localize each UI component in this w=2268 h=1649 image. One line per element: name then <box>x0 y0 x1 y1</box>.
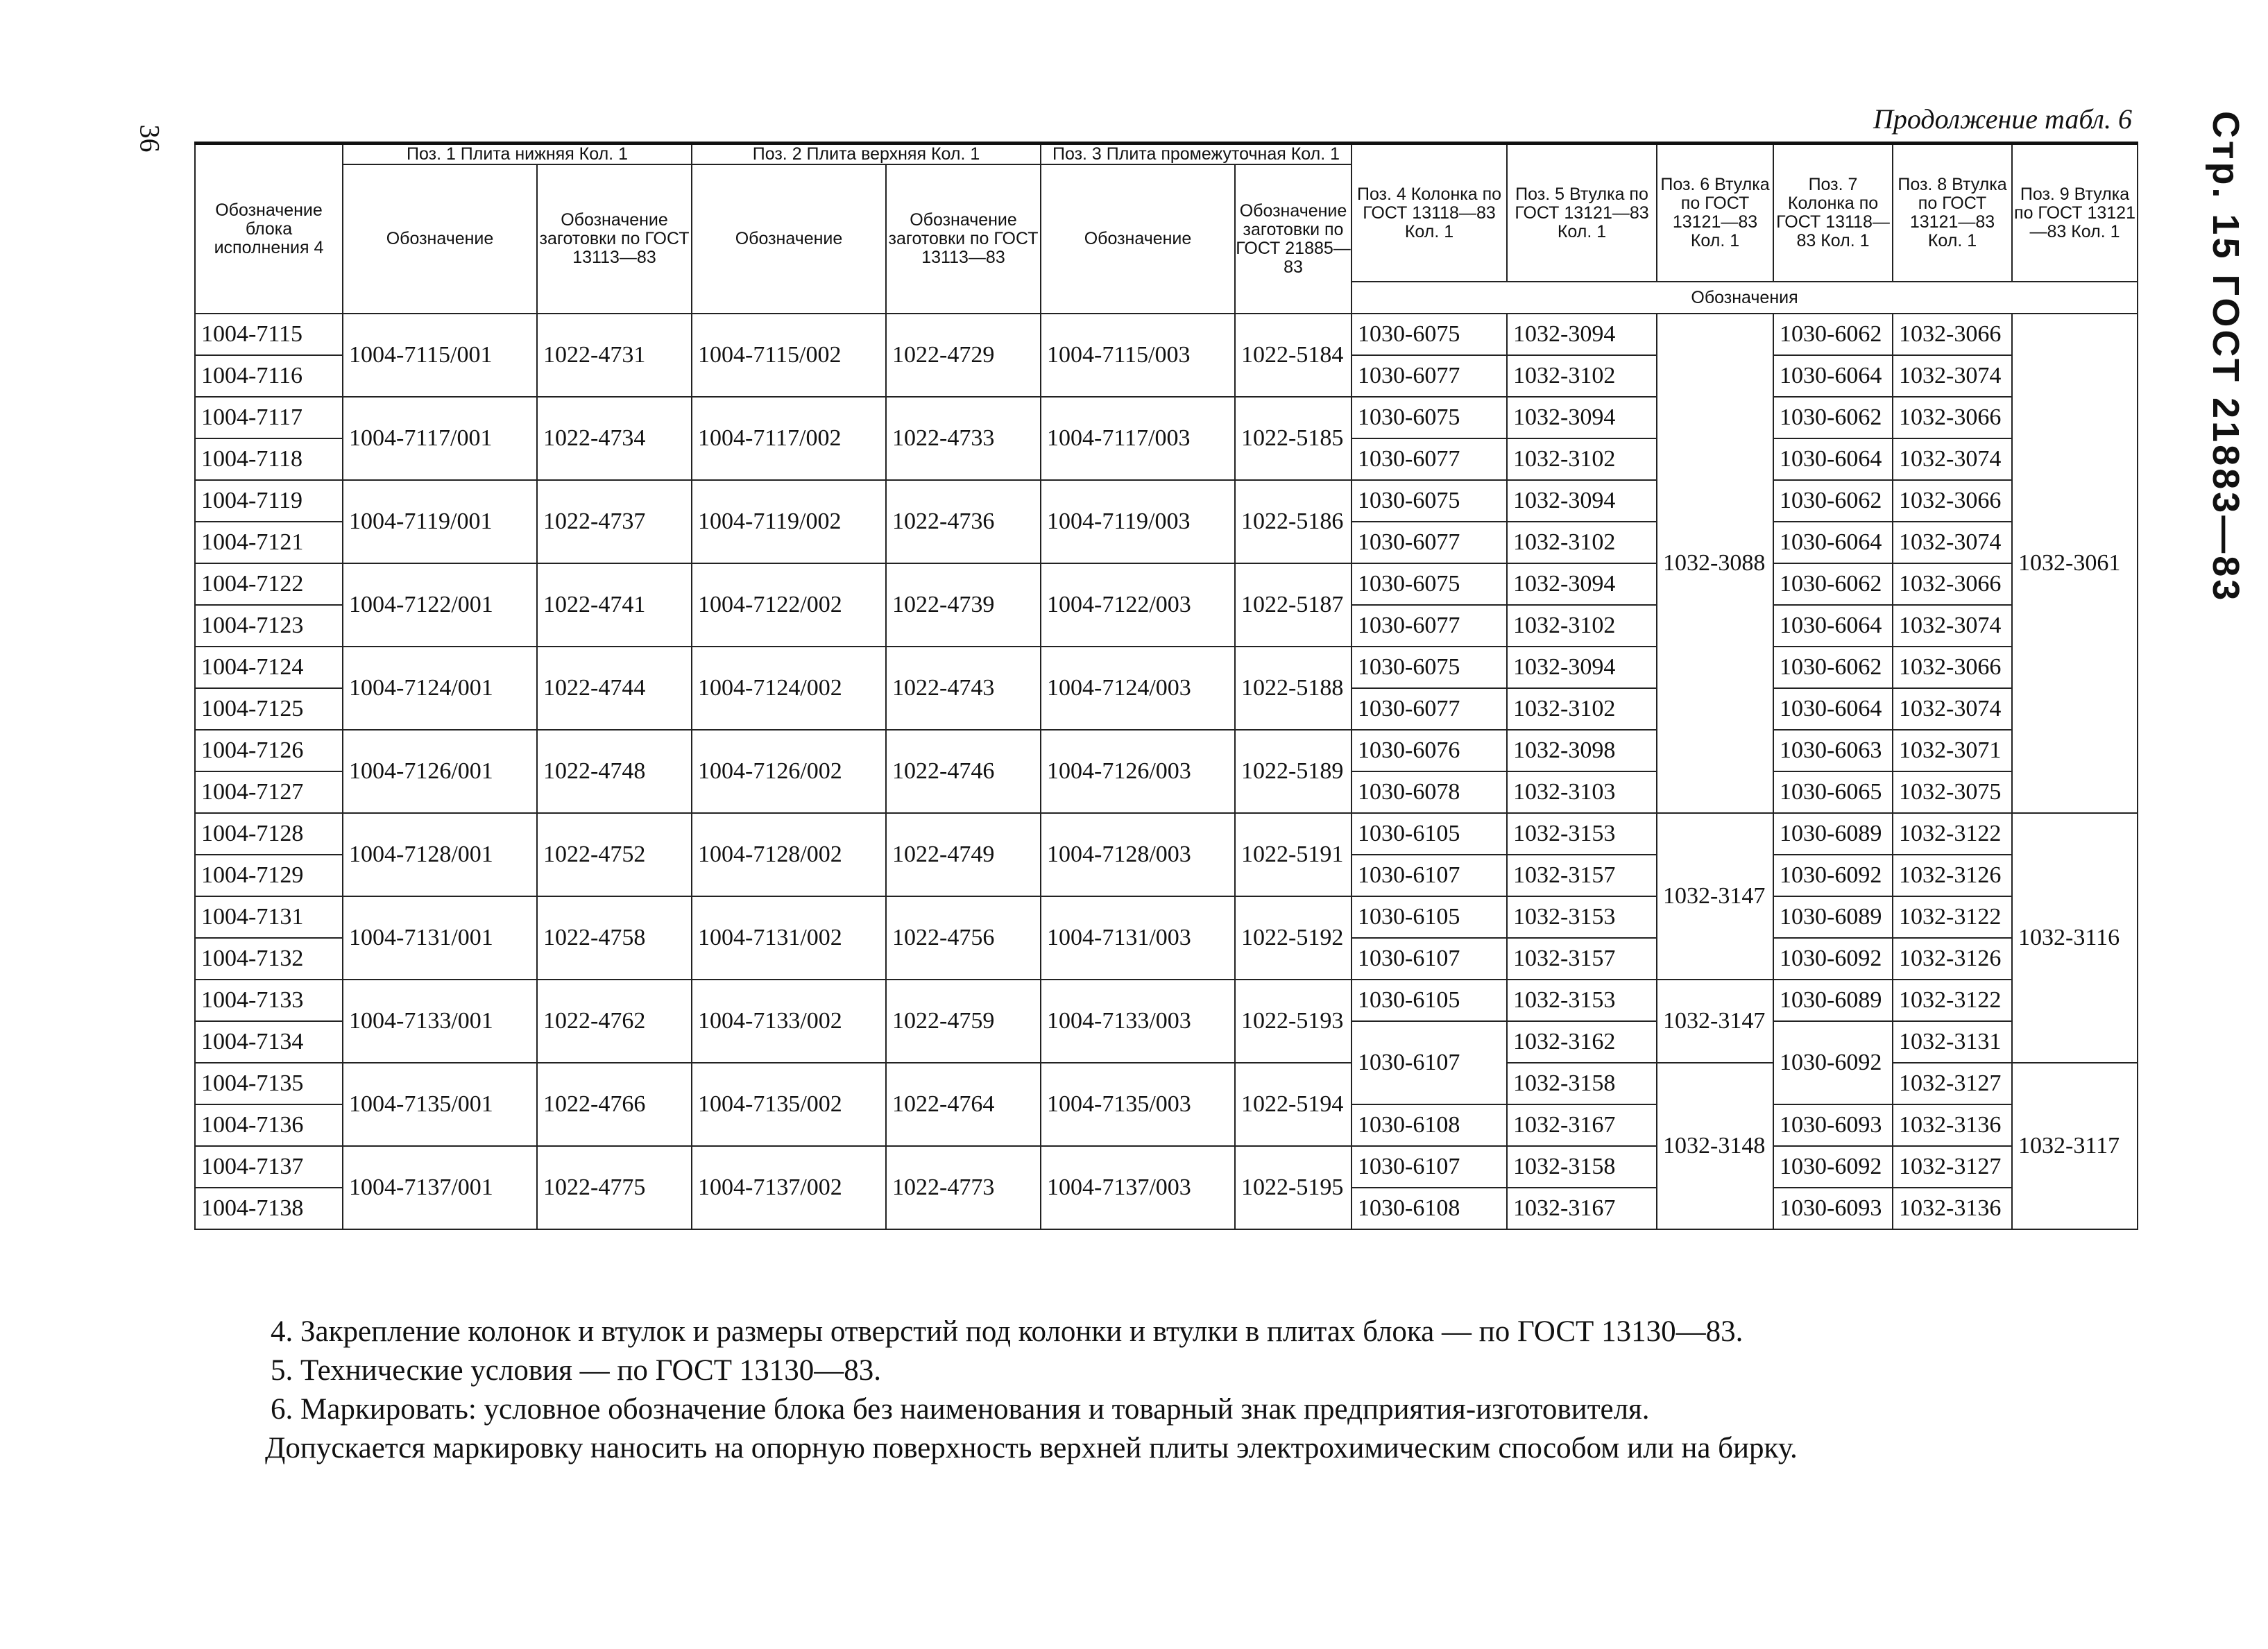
pos8-cell: 1032-3075 <box>1893 771 2012 813</box>
pos1-cell: 1004-7126/001 <box>343 730 537 813</box>
pos3-blank-cell: 1022-5195 <box>1235 1146 1352 1229</box>
pos2-cell: 1004-7119/002 <box>692 480 886 563</box>
pos4-cell: 1030-6077 <box>1352 688 1507 730</box>
pos1-cell: 1004-7137/001 <box>343 1146 537 1229</box>
block-cell: 1004-7128 <box>195 813 343 855</box>
pos4-cell: 1030-6105 <box>1352 813 1507 855</box>
pos1-cell: 1004-7135/001 <box>343 1063 537 1146</box>
note-5: 5. Технические условия — по ГОСТ 13130—83. <box>271 1354 881 1387</box>
table-row <box>195 563 2138 605</box>
block-cell: 1004-7123 <box>195 605 343 647</box>
pos2-cell: 1004-7122/002 <box>692 563 886 647</box>
pos1-cell: 1004-7122/001 <box>343 563 537 647</box>
pos7-cell: 1030-6064 <box>1773 522 1893 563</box>
page-number: 36 <box>134 124 166 153</box>
pos3-blank-cell: 1022-5191 <box>1235 813 1352 896</box>
pos1-cell: 1004-7117/001 <box>343 397 537 480</box>
block-cell: 1004-7136 <box>195 1104 343 1146</box>
pos7-cell: 1030-6064 <box>1773 438 1893 480</box>
pos4-cell: 1030-6108 <box>1352 1188 1507 1229</box>
block-cell: 1004-7116 <box>195 355 343 397</box>
block-cell: 1004-7115 <box>195 314 343 355</box>
pos6-cell: 1032-3147 <box>1657 813 1773 980</box>
pos4-cell: 1030-6077 <box>1352 522 1507 563</box>
pos3-cell: 1004-7137/003 <box>1041 1146 1235 1229</box>
pos3-cell: 1004-7119/003 <box>1041 480 1235 563</box>
pos4-cell: 1030-6078 <box>1352 771 1507 813</box>
pos4-cell: 1030-6107 <box>1352 855 1507 896</box>
pos5-cell: 1032-3103 <box>1507 771 1657 813</box>
pos4-cell: 1030-6105 <box>1352 980 1507 1021</box>
block-cell: 1004-7132 <box>195 938 343 980</box>
pos2-cell: 1004-7135/002 <box>692 1063 886 1146</box>
pos3-cell: 1004-7133/003 <box>1041 980 1235 1063</box>
header-pos3-blank: Обозначение заготовки по ГОСТ 21885—83 <box>1235 164 1352 314</box>
pos4-cell: 1030-6108 <box>1352 1104 1507 1146</box>
pos3-blank-cell: 1022-5188 <box>1235 647 1352 730</box>
pos2-blank-cell: 1022-4733 <box>886 397 1041 480</box>
pos5-cell: 1032-3098 <box>1507 730 1657 771</box>
block-cell: 1004-7129 <box>195 855 343 896</box>
pos7-cell: 1030-6092 <box>1773 855 1893 896</box>
pos8-cell: 1032-3122 <box>1893 980 2012 1021</box>
pos5-cell: 1032-3102 <box>1507 688 1657 730</box>
table-row <box>195 647 2138 688</box>
pos1-blank-cell: 1022-4758 <box>537 896 692 980</box>
pos1-blank-cell: 1022-4752 <box>537 813 692 896</box>
pos5-cell: 1032-3153 <box>1507 980 1657 1021</box>
pos8-cell: 1032-3122 <box>1893 813 2012 855</box>
block-cell: 1004-7135 <box>195 1063 343 1104</box>
note-4: 4. Закрепление колонок и втулок и размеры отверстий под колонки и втулки в плитах блока — по ГОСТ 13130—83. <box>271 1315 1743 1348</box>
pos5-cell: 1032-3094 <box>1507 314 1657 355</box>
pos7-cell: 1030-6089 <box>1773 896 1893 938</box>
pos3-blank-cell: 1022-5189 <box>1235 730 1352 813</box>
header-pos7: Поз. 7 Колонка по ГОСТ 13118—83 Кол. 1 <box>1773 144 1893 282</box>
pos3-cell: 1004-7135/003 <box>1041 1063 1235 1146</box>
pos2-cell: 1004-7137/002 <box>692 1146 886 1229</box>
pos5-cell: 1032-3167 <box>1507 1188 1657 1229</box>
pos7-cell: 1030-6064 <box>1773 688 1893 730</box>
pos7-cell: 1030-6062 <box>1773 397 1893 438</box>
note-marking: Допускается маркировку наносить на опорную поверхность верхней плиты электрохимическим способом или на бирку. <box>265 1432 1798 1464</box>
pos2-cell: 1004-7133/002 <box>692 980 886 1063</box>
table-row <box>195 480 2138 522</box>
pos9-cell: 1032-3117 <box>2012 1063 2138 1229</box>
pos4-cell: 1030-6107 <box>1352 1146 1507 1188</box>
pos4-cell: 1030-6075 <box>1352 480 1507 522</box>
pos1-blank-cell: 1022-4775 <box>537 1146 692 1229</box>
pos8-cell: 1032-3074 <box>1893 522 2012 563</box>
header-pos8: Поз. 8 Втулка по ГОСТ 13121—83 Кол. 1 <box>1893 144 2012 282</box>
pos1-blank-cell: 1022-4737 <box>537 480 692 563</box>
block-cell: 1004-7138 <box>195 1188 343 1229</box>
pos8-cell: 1032-3074 <box>1893 605 2012 647</box>
standard-side-header: Стр. 15 ГОСТ 21883—83 <box>2205 111 2246 604</box>
pos2-blank-cell: 1022-4746 <box>886 730 1041 813</box>
pos5-cell: 1032-3102 <box>1507 438 1657 480</box>
pos5-cell: 1032-3094 <box>1507 647 1657 688</box>
pos7-cell: 1030-6089 <box>1773 980 1893 1021</box>
pos7-cell: 1030-6092 <box>1773 1146 1893 1188</box>
pos4-cell: 1030-6075 <box>1352 647 1507 688</box>
header-pos4: Поз. 4 Колонка по ГОСТ 13118—83 Кол. 1 <box>1352 144 1507 282</box>
pos8-cell: 1032-3126 <box>1893 938 2012 980</box>
pos5-cell: 1032-3102 <box>1507 605 1657 647</box>
pos1-blank-cell: 1022-4762 <box>537 980 692 1063</box>
notes-section <box>265 1313 2074 1468</box>
pos2-blank-cell: 1022-4756 <box>886 896 1041 980</box>
pos2-blank-cell: 1022-4729 <box>886 314 1041 397</box>
pos5-cell: 1032-3162 <box>1507 1021 1657 1063</box>
pos9-cell: 1032-3061 <box>2012 314 2138 813</box>
header-pos2-blank: Обозначение заготовки по ГОСТ 13113—83 <box>886 164 1041 314</box>
pos8-cell: 1032-3127 <box>1893 1063 2012 1104</box>
pos4-cell: 1030-6077 <box>1352 438 1507 480</box>
table-row <box>195 314 2138 355</box>
pos3-blank-cell: 1022-5184 <box>1235 314 1352 397</box>
pos5-cell: 1032-3157 <box>1507 938 1657 980</box>
table-row <box>195 1146 2138 1188</box>
pos4-cell: 1030-6105 <box>1352 896 1507 938</box>
block-cell: 1004-7119 <box>195 480 343 522</box>
parts-table <box>194 142 2138 1230</box>
pos1-cell: 1004-7119/001 <box>343 480 537 563</box>
pos8-cell: 1032-3127 <box>1893 1146 2012 1188</box>
block-cell: 1004-7124 <box>195 647 343 688</box>
pos8-cell: 1032-3074 <box>1893 355 2012 397</box>
pos5-cell: 1032-3094 <box>1507 397 1657 438</box>
pos1-blank-cell: 1022-4731 <box>537 314 692 397</box>
pos5-cell: 1032-3102 <box>1507 522 1657 563</box>
pos3-blank-cell: 1022-5185 <box>1235 397 1352 480</box>
block-cell: 1004-7121 <box>195 522 343 563</box>
table-row <box>195 397 2138 438</box>
pos4-cell: 1030-6076 <box>1352 730 1507 771</box>
block-cell: 1004-7137 <box>195 1146 343 1188</box>
pos7-cell: 1030-6064 <box>1773 605 1893 647</box>
pos8-cell: 1032-3066 <box>1893 563 2012 605</box>
pos3-cell: 1004-7115/003 <box>1041 314 1235 397</box>
pos2-cell: 1004-7117/002 <box>692 397 886 480</box>
header-pos3-designation: Обозначение <box>1041 164 1235 314</box>
pos2-cell: 1004-7115/002 <box>692 314 886 397</box>
pos3-cell: 1004-7124/003 <box>1041 647 1235 730</box>
pos3-blank-cell: 1022-5192 <box>1235 896 1352 980</box>
pos2-cell: 1004-7131/002 <box>692 896 886 980</box>
pos2-blank-cell: 1022-4739 <box>886 563 1041 647</box>
pos1-cell: 1004-7133/001 <box>343 980 537 1063</box>
pos3-blank-cell: 1022-5194 <box>1235 1063 1352 1146</box>
pos1-cell: 1004-7131/001 <box>343 896 537 980</box>
pos7-cell: 1030-6062 <box>1773 647 1893 688</box>
block-cell: 1004-7131 <box>195 896 343 938</box>
pos4-cell: 1030-6075 <box>1352 397 1507 438</box>
pos8-cell: 1032-3066 <box>1893 397 2012 438</box>
pos3-cell: 1004-7126/003 <box>1041 730 1235 813</box>
block-cell: 1004-7126 <box>195 730 343 771</box>
header-pos1-designation: Обозначение <box>343 164 537 314</box>
pos3-blank-cell: 1022-5186 <box>1235 480 1352 563</box>
pos8-cell: 1032-3066 <box>1893 314 2012 355</box>
pos1-cell: 1004-7128/001 <box>343 813 537 896</box>
pos2-blank-cell: 1022-4743 <box>886 647 1041 730</box>
pos8-cell: 1032-3074 <box>1893 438 2012 480</box>
pos4-cell: 1030-6107 <box>1352 938 1507 980</box>
pos5-cell: 1032-3094 <box>1507 480 1657 522</box>
pos8-cell: 1032-3136 <box>1893 1188 2012 1229</box>
pos2-blank-cell: 1022-4749 <box>886 813 1041 896</box>
pos4-cell: 1030-6075 <box>1352 314 1507 355</box>
pos4-cell: 1030-6107 <box>1352 1021 1507 1104</box>
pos7-cell: 1030-6092 <box>1773 938 1893 980</box>
pos6-cell: 1032-3147 <box>1657 980 1773 1063</box>
header-pos5: Поз. 5 Втулка по ГОСТ 13121—83 Кол. 1 <box>1507 144 1657 282</box>
pos7-cell: 1030-6062 <box>1773 563 1893 605</box>
table-row <box>195 813 2138 855</box>
pos8-cell: 1032-3066 <box>1893 647 2012 688</box>
pos7-cell: 1030-6062 <box>1773 480 1893 522</box>
header-pos9: Поз. 9 Втулка по ГОСТ 13121—83 Кол. 1 <box>2012 144 2138 282</box>
pos2-blank-cell: 1022-4764 <box>886 1063 1041 1146</box>
pos8-cell: 1032-3071 <box>1893 730 2012 771</box>
header-pos2-designation: Обозначение <box>692 164 886 314</box>
pos7-cell: 1030-6092 <box>1773 1021 1893 1104</box>
pos7-cell: 1030-6065 <box>1773 771 1893 813</box>
pos8-cell: 1032-3131 <box>1893 1021 2012 1063</box>
pos2-cell: 1004-7126/002 <box>692 730 886 813</box>
pos6-cell: 1032-3148 <box>1657 1063 1773 1229</box>
pos2-cell: 1004-7124/002 <box>692 647 886 730</box>
header-pos3: Поз. 3 Плита промежуточная Кол. 1 <box>1041 144 1352 165</box>
pos3-cell: 1004-7131/003 <box>1041 896 1235 980</box>
pos1-blank-cell: 1022-4748 <box>537 730 692 813</box>
pos8-cell: 1032-3136 <box>1893 1104 2012 1146</box>
pos5-cell: 1032-3158 <box>1507 1063 1657 1104</box>
pos8-cell: 1032-3126 <box>1893 855 2012 896</box>
block-cell: 1004-7122 <box>195 563 343 605</box>
header-designations: Обозначения <box>1352 282 2138 314</box>
pos1-cell: 1004-7124/001 <box>343 647 537 730</box>
pos4-cell: 1030-6077 <box>1352 355 1507 397</box>
table-row <box>195 730 2138 771</box>
block-cell: 1004-7133 <box>195 980 343 1021</box>
table-row <box>195 980 2138 1021</box>
pos5-cell: 1032-3158 <box>1507 1146 1657 1188</box>
pos4-cell: 1030-6077 <box>1352 605 1507 647</box>
block-cell: 1004-7127 <box>195 771 343 813</box>
pos5-cell: 1032-3102 <box>1507 355 1657 397</box>
header-pos1: Поз. 1 Плита нижняя Кол. 1 <box>343 144 692 165</box>
table-continuation-label: Продолжение табл. 6 <box>1873 103 2132 135</box>
header-block-designation: Обозначение блока исполнения 4 <box>195 144 343 314</box>
pos5-cell: 1032-3153 <box>1507 896 1657 938</box>
block-cell: 1004-7117 <box>195 397 343 438</box>
pos4-cell: 1030-6075 <box>1352 563 1507 605</box>
pos8-cell: 1032-3074 <box>1893 688 2012 730</box>
note-6: 6. Маркировать: условное обозначение блока без наименования и товарный знак предприятия-изготовителя. <box>271 1393 1650 1426</box>
pos5-cell: 1032-3094 <box>1507 563 1657 605</box>
pos2-blank-cell: 1022-4773 <box>886 1146 1041 1229</box>
block-cell: 1004-7125 <box>195 688 343 730</box>
pos7-cell: 1030-6063 <box>1773 730 1893 771</box>
header-pos2: Поз. 2 Плита верхняя Кол. 1 <box>692 144 1041 165</box>
header-pos1-blank: Обозначение заготовки по ГОСТ 13113—83 <box>537 164 692 314</box>
pos7-cell: 1030-6062 <box>1773 314 1893 355</box>
pos2-blank-cell: 1022-4759 <box>886 980 1041 1063</box>
pos1-blank-cell: 1022-4741 <box>537 563 692 647</box>
pos5-cell: 1032-3167 <box>1507 1104 1657 1146</box>
pos2-cell: 1004-7128/002 <box>692 813 886 896</box>
pos5-cell: 1032-3157 <box>1507 855 1657 896</box>
pos3-cell: 1004-7122/003 <box>1041 563 1235 647</box>
table-row <box>195 896 2138 938</box>
pos3-cell: 1004-7117/003 <box>1041 397 1235 480</box>
block-cell: 1004-7134 <box>195 1021 343 1063</box>
pos7-cell: 1030-6064 <box>1773 355 1893 397</box>
pos3-blank-cell: 1022-5187 <box>1235 563 1352 647</box>
block-cell: 1004-7118 <box>195 438 343 480</box>
pos3-cell: 1004-7128/003 <box>1041 813 1235 896</box>
pos3-blank-cell: 1022-5193 <box>1235 980 1352 1063</box>
pos8-cell: 1032-3066 <box>1893 480 2012 522</box>
pos6-cell: 1032-3088 <box>1657 314 1773 813</box>
pos1-cell: 1004-7115/001 <box>343 314 537 397</box>
pos9-cell: 1032-3116 <box>2012 813 2138 1063</box>
pos5-cell: 1032-3153 <box>1507 813 1657 855</box>
pos7-cell: 1030-6093 <box>1773 1188 1893 1229</box>
pos7-cell: 1030-6089 <box>1773 813 1893 855</box>
pos2-blank-cell: 1022-4736 <box>886 480 1041 563</box>
pos1-blank-cell: 1022-4734 <box>537 397 692 480</box>
header-pos6: Поз. 6 Втулка по ГОСТ 13121—83 Кол. 1 <box>1657 144 1773 282</box>
pos7-cell: 1030-6093 <box>1773 1104 1893 1146</box>
pos8-cell: 1032-3122 <box>1893 896 2012 938</box>
pos1-blank-cell: 1022-4766 <box>537 1063 692 1146</box>
pos1-blank-cell: 1022-4744 <box>537 647 692 730</box>
